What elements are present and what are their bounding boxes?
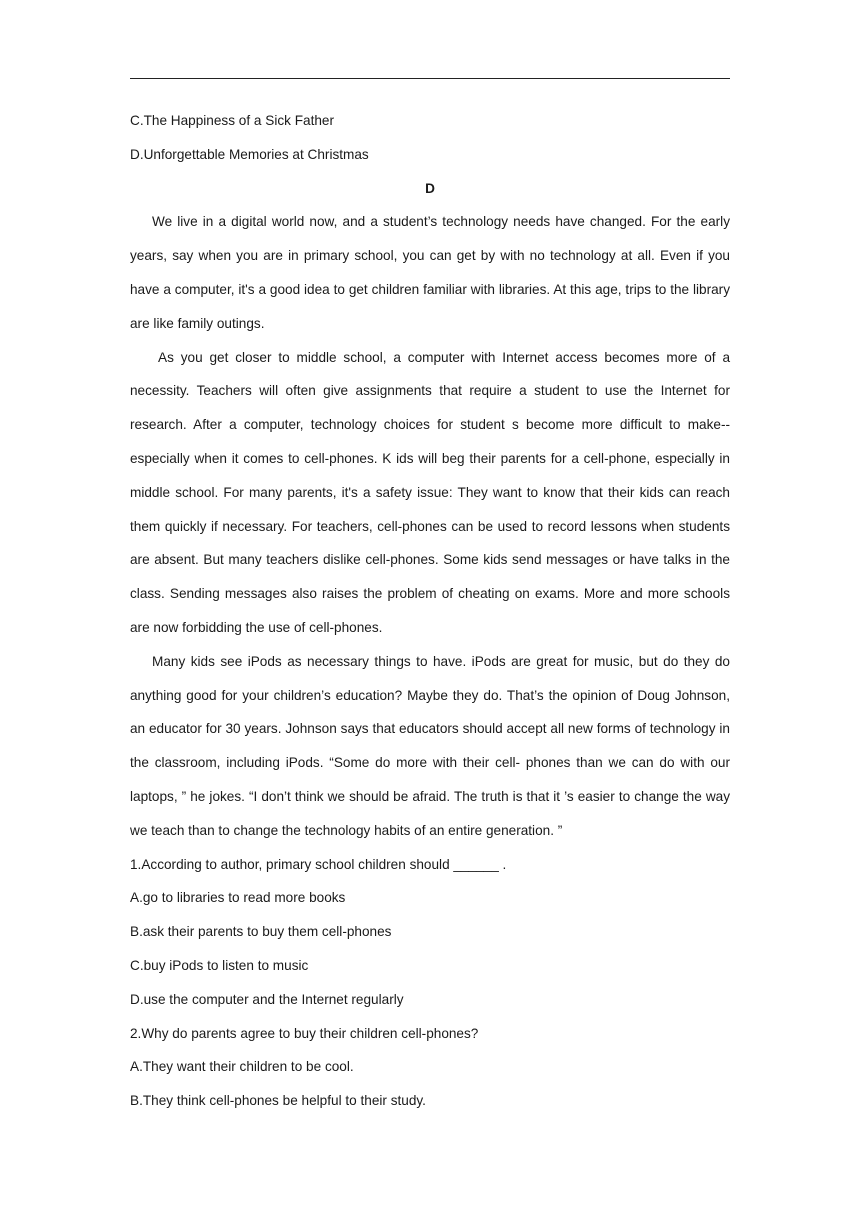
passage-paragraph-2: As you get closer to middle school, a computer with Internet access becomes more of a necessity. Teachers will often give assignments that require a student to use the Internet for research. After a computer, technology choices for student s become more difficult to make--especially when it comes to cell-phones. K ids will beg their parents for a cell-phone, especially in middle school. For many parents, it's a safety issue: They want to know that their kids can reach them quickly if necessary. For teachers, cell-phones can be used to record lessons when students are absent. But many teachers dislike cell-phones. Some kids send messages or have talks in the class. Sending messages also raises the problem of cheating on exams. More and more schools are now forbidding the use of cell-phones. [130,349,730,635]
question-2-stem: 2.Why do parents agree to buy their children cell-phones? [130,1025,479,1041]
question-1-option-d: D.use the computer and the Internet regularly [130,991,404,1007]
passage-paragraph-1: We live in a digital world now, and a student’s technology needs have changed. For the early years, say when you are in primary school, you can get by with no technology at all. Even if you have a computer, it's a good idea to get children familiar with libraries. At this age, trips to the library are like family outings. [130,214,730,331]
previous-option-d: D.Unforgettable Memories at Christmas [130,146,369,162]
question-1-option-a: A.go to libraries to read more books [130,890,346,906]
section-heading: D [425,180,435,196]
header-rule [130,78,730,79]
question-1-option-c: C.buy iPods to listen to music [130,957,309,973]
question-1-stem: 1.According to author, primary school children should ______ . [130,856,507,872]
passage-paragraph-3: Many kids see iPods as necessary things to have. iPods are great for music, but do they do anything good for your children’s education? Maybe they do. That’s the opinion of Doug Johnson, an educator for 30 years. Johnson says that educators should accept all new forms of technology in the classroom, including iPods. “Some do more with their cell- phones than we can do with our laptops, ” he jokes. “I don’t think we should be afraid. The truth is that it ’s easier to change the way we teach than to change the technology habits of an entire generation. ” [130,653,730,838]
previous-option-c: C.The Happiness of a Sick Father [130,113,334,128]
question-2-option-b: B.They think cell-phones be helpful to their study. [130,1093,426,1109]
question-2-option-a: A.They want their children to be cool. [130,1059,354,1075]
question-1-option-b: B.ask their parents to buy them cell-phones [130,924,392,940]
document-content [130,104,730,1118]
